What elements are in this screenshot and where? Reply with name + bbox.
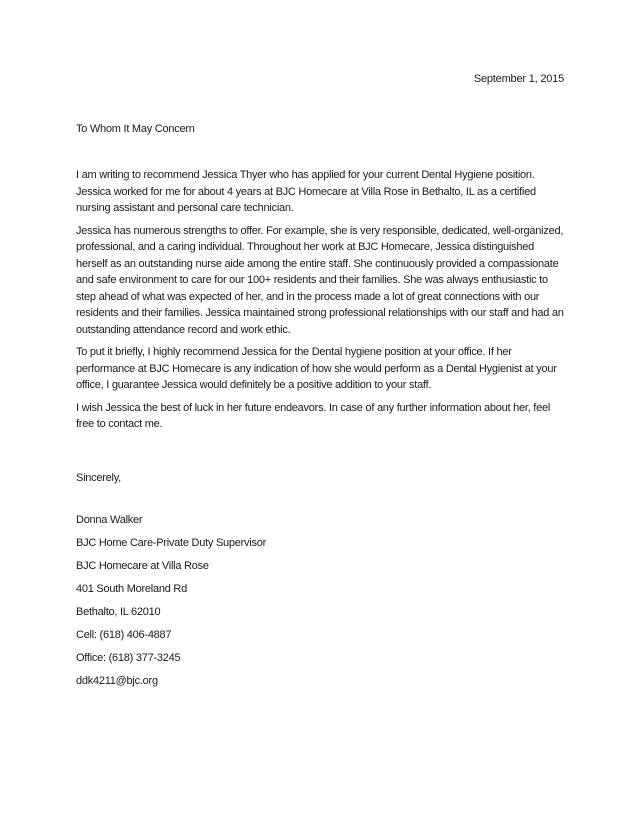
signer-email: ddk4211@bjc.org <box>76 674 158 687</box>
signature-block <box>76 512 568 689</box>
signer-name: Donna Walker <box>76 513 143 526</box>
signer-organization: BJC Homecare at Villa Rose <box>76 559 209 572</box>
signer-office-phone: Office: (618) 377-3245 <box>76 651 181 664</box>
paragraph-closing-wishes: I wish Jessica the best of luck in her future endeavors. In case of any further information about her, feel free to contact me. <box>76 401 551 430</box>
paragraph-introduction: I am writing to recommend Jessica Thyer who has applied for your current Dental Hygiene position. Jessica worked for me for about 4 years at BJC Homecare at Villa Rose in Bethalto, IL as a certified nursing assistant and personal care technician. <box>76 169 536 214</box>
salutation: To Whom It May Concern <box>76 123 195 135</box>
letter-date: September 1, 2015 <box>473 73 564 85</box>
signer-street-address: 401 South Moreland Rd <box>76 582 187 595</box>
signer-title: BJC Home Care-Private Duty Supervisor <box>76 536 267 549</box>
signer-cell-phone: Cell: (618) 406-4887 <box>76 628 172 641</box>
paragraph-recommendation: To put it briefly, I highly recommend Jessica for the Dental hygiene position at your office. If her performance at BJC Homecare is any indication of how she would perform as a Dental Hygienist at your office, I guarantee Jessica would definitely be a positive addition to your staff. <box>76 346 557 391</box>
signer-city: Bethalto, IL 62010 <box>76 605 161 618</box>
closing: Sincerely, <box>76 471 121 484</box>
paragraph-strengths: Jessica has numerous strengths to offer. For example, she is very responsible, dedicated, well-organized, professional, and a caring individual. Throughout her work at BJC Homecare, Jessica distinguished herself as an outstanding nurse aide among the entire staff. She continuously provided a compassionate and safe environment to care for our 100+ residents and their families. She was always enthusiastic to step ahead of what was expected of her, and in the process made a lot of great connections with our residents and their families. Jessica maintained strong professional relationships with our staff and had an outstanding attendance record and work ethic. <box>76 224 564 336</box>
letter-body <box>76 121 568 696</box>
